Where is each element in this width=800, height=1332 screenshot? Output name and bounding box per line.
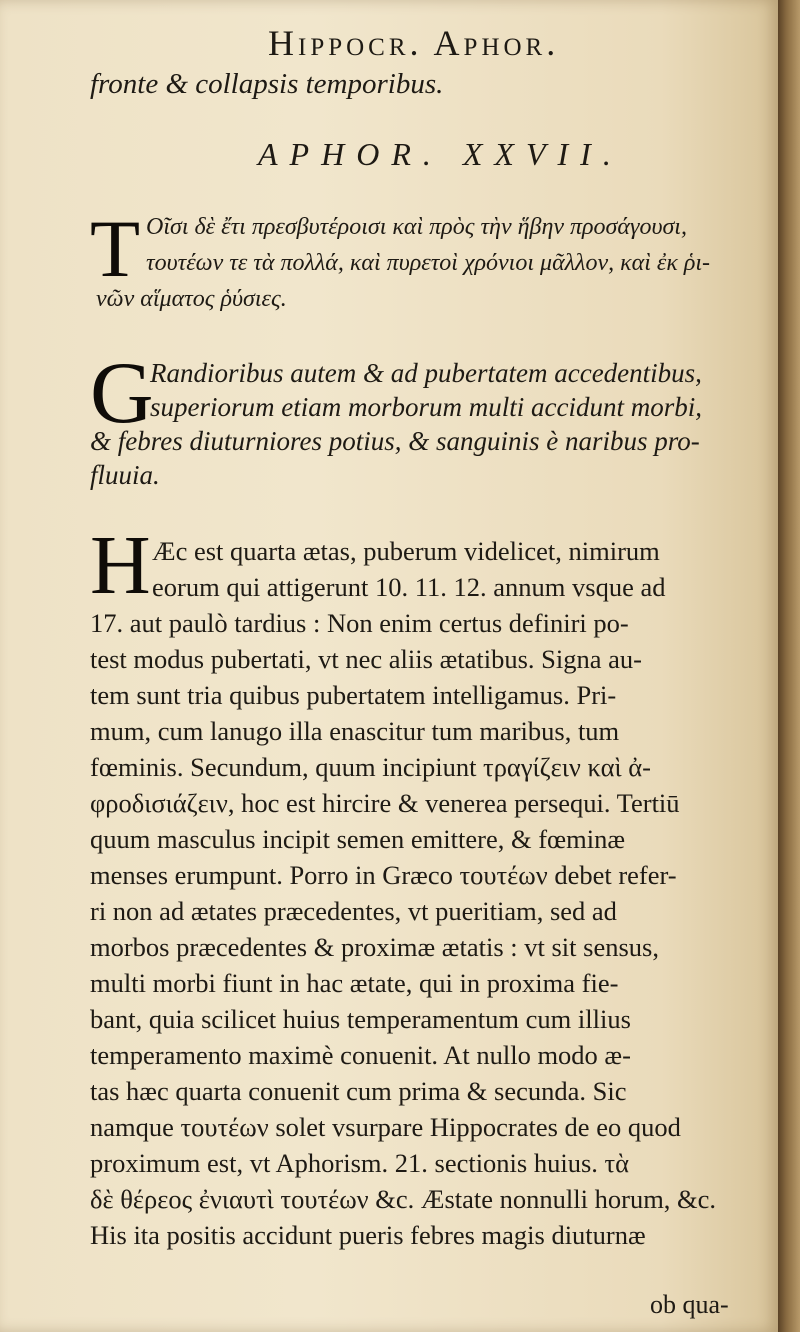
latin-line: superiorum etiam morborum multi accidunt morbi,: [150, 392, 702, 422]
catchword: ob qua-: [650, 1290, 729, 1319]
commentary-line: test modus pubertati, vt nec aliis ætatibus. Signa au-: [90, 644, 642, 674]
continued-text: fronte & collapsis temporibus.: [90, 68, 444, 100]
commentary-line: fœminis. Secundum, quum incipiunt τραγίζειν καὶ ἀ-: [90, 752, 651, 782]
greek-dropcap: T: [90, 203, 141, 294]
latin-line: Randioribus autem & ad pubertatem accedentibus,: [150, 358, 702, 388]
commentary-line: proximum est, vt Aphorism. 21. sectionis huius. τὰ: [90, 1148, 630, 1178]
greek-aphorism: [90, 203, 770, 322]
commentary-line: φροδισιάζειν, hoc est hircire & venerea persequi. Tertiū: [90, 788, 680, 818]
commentary-line: quum masculus incipit semen emittere, & fœminæ: [90, 824, 626, 854]
section-title: APHOR. XXVII.: [258, 136, 623, 172]
commentary-dropcap: H: [90, 519, 151, 612]
latin-line: fluuia.: [90, 460, 160, 490]
commentary-line: multi morbi fiunt in hac ætate, qui in proxima fie-: [90, 968, 619, 998]
greek-line: νῶν αἵματος ῥύσιες.: [96, 286, 287, 312]
commentary-line: His ita positis accidunt pueris febres magis diuturnæ: [90, 1220, 646, 1250]
greek-line: τουτέων τε τὰ πολλά, καὶ πυρετοὶ χρόνιοι μᾶλλον, καὶ ἐκ ῥι-: [146, 250, 711, 276]
commentary-line: tas hæc quarta conuenit cum prima & secunda. Sic: [90, 1076, 627, 1106]
commentary-line: ri non ad ætates præcedentes, vt pueritiam, sed ad: [90, 896, 617, 926]
commentary-line: eorum qui attigerunt 10. 11. 12. annum vsque ad: [152, 572, 666, 602]
commentary-line: bant, quia scilicet huius temperamentum cum illius: [90, 1004, 631, 1034]
greek-line: Οῖσι δὲ ἔτι πρεσβυτέροισι καὶ πρὸς τὴν ἥβην προσάγουσι,: [146, 214, 687, 240]
commentary-line: δὲ θέρεος ἐνιαυτὶ τουτέων &c. Æstate nonnulli horum, &c.: [90, 1184, 717, 1214]
latin-dropcap: G: [90, 345, 154, 442]
commentary: [90, 519, 770, 1288]
commentary-line: tem sunt tria quibus pubertatem intelligamus. Pri-: [90, 680, 617, 710]
commentary-line: temperamento maximè conuenit. At nullo modo æ-: [90, 1040, 631, 1070]
commentary-line: Æc est quarta ætas, puberum videlicet, nimirum: [152, 536, 660, 566]
latin-translation: [90, 345, 770, 496]
commentary-line: menses erumpunt. Porro in Græco τουτέων debet refer-: [90, 860, 677, 890]
commentary-line: mum, cum lanugo illa enascitur tum maribus, tum: [90, 716, 620, 746]
commentary-line: 17. aut paulò tardius : Non enim certus definiri po-: [90, 608, 629, 638]
commentary-line: morbos præcedentes & proximæ ætatis : vt sit sensus,: [90, 932, 659, 962]
book-edge: [778, 0, 800, 1332]
latin-line: & febres diuturniores potius, & sanguinis è naribus pro-: [90, 426, 700, 456]
running-head: Hippocr. Aphor.: [268, 23, 560, 63]
commentary-line: namque τουτέων solet vsurpare Hippocrates de eo quod: [90, 1112, 681, 1142]
